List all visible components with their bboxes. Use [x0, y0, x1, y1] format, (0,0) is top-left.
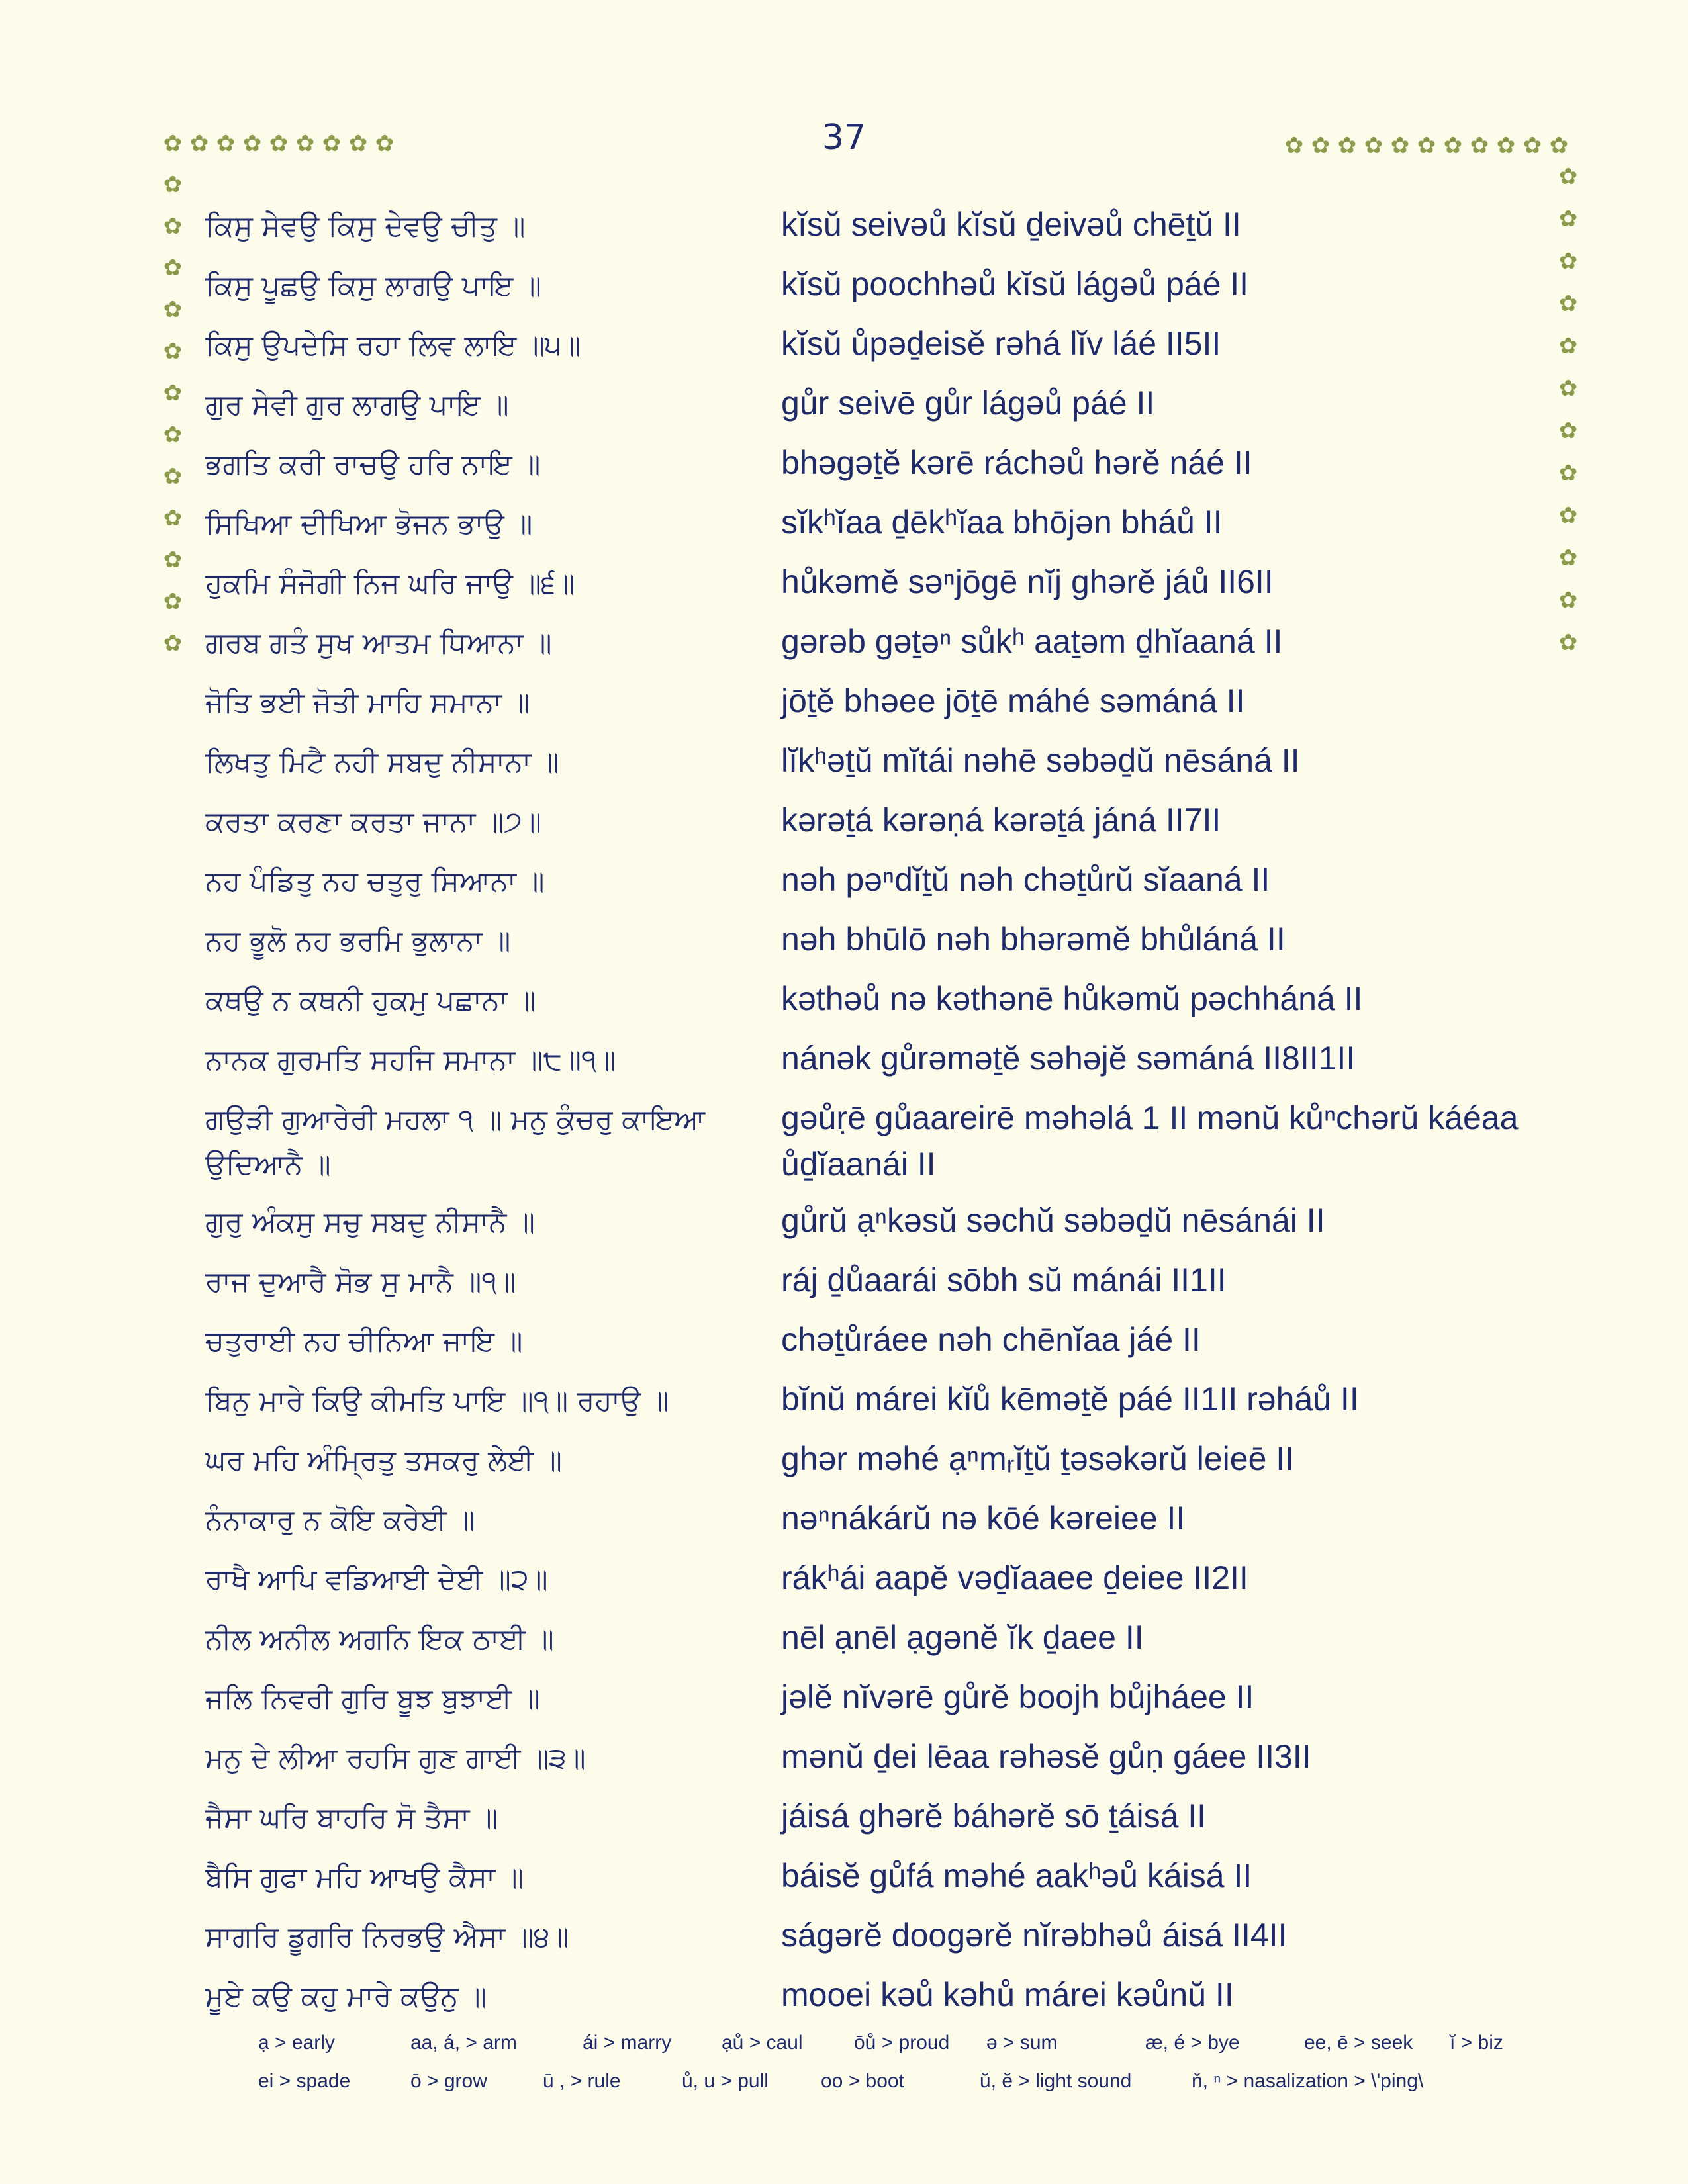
transliteration-text: gərəb gəṯəⁿ sůkʰ aaṯəm ḏhĭaaná II	[781, 623, 1283, 660]
verse-row	[205, 854, 1529, 913]
verse-row	[205, 1552, 1529, 1612]
flower-ornament-icon: ✿	[1558, 333, 1578, 359]
gurmukhi-text: ਜਲਿ ਨਿਵਰੀ ਗੁਰਿ ਬੂਝ ਬੁਝਾਈ ॥	[205, 1682, 540, 1715]
gurmukhi-text: ਰਾਜ ਦੁਆਰੈ ਸੋਭ ਸੁ ਮਾਨੈ ॥੧॥	[205, 1265, 516, 1298]
transliteration-text: jōṯĕ bhəee jōṯē máhé səmáná II	[781, 682, 1245, 719]
gurmukhi-text: ਮਨੁ ਦੇ ਲੀਆ ਰਹਸਿ ਗੁਣ ਗਾਈ ॥੩॥	[205, 1742, 586, 1775]
legend-item: aa, á, > arm	[410, 2032, 517, 2054]
transliteration-text: kĭsŭ ůpəḏeisĕ rəhá lĭv láé II5II	[781, 325, 1221, 362]
transliteration-text: nəh pəⁿdĭṯŭ nəh chəṯůrŭ sĭaaná II	[781, 861, 1270, 898]
gurmukhi-text: ਜੈਸਾ ਘਰਿ ਬਾਹਰਿ ਸੋ ਤੈਸਾ ॥	[205, 1801, 498, 1835]
gurmukhi-text: ਨੰਨਾਕਾਰੁ ਨ ਕੋਇ ਕਰੇਈ ॥	[205, 1504, 475, 1537]
gurmukhi-text: ਰਾਖੈ ਆਪਿ ਵਡਿਆਈ ਦੇਈ ॥੨॥	[205, 1563, 548, 1596]
flower-ornament-icon: ✿	[1284, 132, 1304, 159]
flower-ornament-icon: ✿	[163, 213, 183, 240]
flower-ornament-icon: ✿	[1558, 375, 1578, 402]
transliteration-text: nəⁿnákárŭ nə kōé kəreiee II	[781, 1500, 1186, 1537]
verse-row	[205, 1790, 1529, 1850]
legend-row	[258, 2070, 1516, 2109]
flower-ornament-icon: ✿	[1558, 587, 1578, 614]
transliteration-text: jáisá ghərĕ báhərĕ sō ṯáisá II	[781, 1797, 1207, 1835]
verse-row	[205, 675, 1529, 735]
transliteration-text: jəlĕ nĭvərē gůrĕ boojh bůjháee II	[781, 1678, 1254, 1715]
gurmukhi-text: ਚਤੁਰਾਈ ਨਹ ਚੀਨਿਆ ਜਾਇ ॥	[205, 1325, 523, 1358]
verse-row	[205, 377, 1529, 437]
verse-row	[205, 913, 1529, 973]
legend-item: oo > boot	[821, 2070, 904, 2092]
flower-ornament-icon: ✿	[163, 338, 183, 365]
gurmukhi-text: ਕਥਉ ਨ ਕਥਨੀ ਹੁਕਮੁ ਪਛਾਨਾ ॥	[205, 984, 536, 1017]
flower-ornament-icon: ✿	[163, 630, 183, 657]
flower-ornament-icon: ✿	[163, 130, 183, 157]
flower-ornament-icon: ✿	[163, 380, 183, 406]
legend-item: ōů > proud	[854, 2032, 950, 2054]
verse-row	[205, 1195, 1529, 1254]
transliteration-text: gůr seivē gůr lágəů páé II	[781, 385, 1155, 422]
flower-ornament-icon: ✿	[295, 130, 315, 157]
flower-ornament-icon: ✿	[1558, 206, 1578, 232]
flower-ornament-icon: ✿	[1549, 132, 1569, 159]
verse-row	[205, 496, 1529, 556]
flower-ornament-icon: ✿	[216, 130, 236, 157]
transliteration-text: nánək gůrəməṯĕ səhəjĕ səmáná II8II1II	[781, 1040, 1356, 1077]
gurmukhi-text: ਸਿਖਿਆ ਦੀਖਿਆ ਭੋਜਨ ਭਾਉ ॥	[205, 508, 533, 541]
transliteration-text: mooei kəů kəhů márei kəůnŭ II	[781, 1976, 1234, 2013]
gurmukhi-text: ਜੋਤਿ ਭਈ ਜੋਤੀ ਮਾਹਿ ਸਮਾਨਾ ॥	[205, 686, 530, 719]
gurmukhi-text: ਨੀਲ ਅਨੀਲ ਅਗਨਿ ਇਕ ਠਾਈ ॥	[205, 1623, 554, 1656]
transliteration-text: gəůṛē gůaareirē məhəlá 1 II mənŭ kůⁿchərŭ káéaa ůḏĭaanái II	[781, 1099, 1519, 1183]
transliteration-text: hůkəmĕ səⁿjōgē nĭj ghərĕ jáů II6II	[781, 563, 1274, 600]
legend-item: ạ > early	[258, 2032, 335, 2054]
gurmukhi-text: ਗੁਰੁ ਅੰਕਸੁ ਸਚੁ ਸਬਦੁ ਨੀਸਾਨੈ ॥	[205, 1206, 536, 1239]
gurmukhi-text: ਗੁਰ ਸੇਵੀ ਗੁਰ ਲਾਗਉ ਪਾਇ ॥	[205, 388, 509, 422]
transliteration-text: chəṯůráee nəh chēnĭaa jáé II	[781, 1321, 1201, 1358]
transliteration-text: sĭkʰĭaa ḏēkʰĭaa bhōjən bháů II	[781, 504, 1223, 541]
flower-ornament-icon: ✿	[322, 130, 342, 157]
flower-ornament-icon: ✿	[1390, 132, 1410, 159]
legend-item: ň, ⁿ > nasalization > \'ping\	[1192, 2070, 1424, 2092]
transliteration-text: ghər məhé ạⁿmᵣĭṯŭ ṯəsəkərŭ leieē II	[781, 1440, 1295, 1477]
legend-item: ái > marry	[583, 2032, 672, 2054]
gurmukhi-text: ਸਾਗਰਿ ਡੂਗਰਿ ਨਿਰਭਉ ਐਸਾ ॥੪॥	[205, 1921, 569, 1954]
flower-ornament-icon: ✿	[1337, 132, 1357, 159]
flower-ornament-icon: ✿	[1558, 629, 1578, 656]
gurmukhi-text: ਨਹ ਪੰਡਿਤੁ ਨਹ ਚਤੁਰੁ ਸਿਆਨਾ ॥	[205, 865, 545, 898]
flower-ornament-icon: ✿	[1558, 502, 1578, 529]
verse-row	[205, 556, 1529, 615]
flower-ornament-icon: ✿	[375, 130, 395, 157]
gurmukhi-text: ਬਿਨੁ ਮਾਰੇ ਕਿਉ ਕੀਮਤਿ ਪਾਇ ॥੧॥ ਰਹਾਉ ॥	[205, 1385, 669, 1418]
transliteration-text: bĭnŭ márei kĭů kēməṯĕ páé II1II rəháů II	[781, 1381, 1359, 1418]
verse-row	[205, 973, 1529, 1032]
legend-item: ee, ē > seek	[1304, 2032, 1413, 2054]
verse-row	[205, 1092, 1529, 1195]
flower-ornament-icon: ✿	[1311, 132, 1331, 159]
verse-row	[205, 437, 1529, 496]
flower-ornament-icon: ✿	[1558, 545, 1578, 571]
gurmukhi-text: ਗਰਬ ਗਤੰ ਸੁਖ ਆਤਮ ਧਿਆਨਾ ॥	[205, 627, 552, 660]
transliteration-text: gůrŭ ạⁿkəsŭ səchŭ səbəḏŭ nēsánái II	[781, 1202, 1325, 1239]
flower-ornament-icon: ✿	[1558, 460, 1578, 486]
verse-row	[205, 1433, 1529, 1492]
gurmukhi-text: ਕਿਸੁ ਸੇਵਉ ਕਿਸੁ ਦੇਵਉ ਚੀਤੁ ॥	[205, 210, 526, 243]
verse-row	[205, 1612, 1529, 1671]
legend-item: ů, u > pull	[682, 2070, 769, 2092]
flower-ornament-icon: ✿	[163, 422, 183, 448]
legend-item: æ, é > bye	[1145, 2032, 1240, 2054]
transliteration-text: nēl ạnēl ạgənĕ ĭk ḏaee II	[781, 1619, 1144, 1656]
flower-ornament-icon: ✿	[1496, 132, 1516, 159]
verse-row	[205, 1032, 1529, 1092]
transliteration-text: nəh bhūlō nəh bhərəmĕ bhůláná II	[781, 921, 1286, 958]
verse-row	[205, 794, 1529, 854]
flower-ornament-icon: ✿	[1417, 132, 1436, 159]
gurmukhi-text: ਘਰ ਮਹਿ ਅੰਮ੍ਰਿਤੁ ਤਸਕਰੁ ਲੇਈ ॥	[205, 1444, 562, 1477]
legend-item: ŭ, ĕ > light sound	[980, 2070, 1132, 2092]
gurmukhi-text: ਕਰਤਾ ਕਰਣਾ ਕਰਤਾ ਜਾਨਾ ॥੭॥	[205, 805, 541, 839]
verse-row	[205, 1909, 1529, 1969]
gurmukhi-text: ਲਿਖਤੁ ਮਿਟੈ ਨਹੀ ਸਬਦੁ ਨੀਸਾਨਾ ॥	[205, 746, 559, 779]
transliteration-text: rákʰái aapĕ vəḏĭaaee ḏeiee II2II	[781, 1559, 1248, 1596]
flower-ornament-icon: ✿	[1558, 163, 1578, 190]
flower-ornament-icon: ✿	[163, 296, 183, 323]
gurmukhi-text: ਨਹ ਭੂਲੋ ਨਹ ਭਰਮਿ ਭੁਲਾਨਾ ॥	[205, 925, 511, 958]
gurmukhi-text: ਕਿਸੁ ਉਪਦੇਸਿ ਰਹਾ ਲਿਵ ਲਾਇ ॥੫॥	[205, 329, 581, 362]
flower-ornament-icon: ✿	[348, 130, 368, 157]
transliteration-text: ságərĕ doogərĕ nĭrəbhəů áisá II4II	[781, 1917, 1288, 1954]
legend-item: ạů > caul	[722, 2032, 803, 2054]
flower-ornament-icon: ✿	[1558, 418, 1578, 444]
legend-item: ĭ > biz	[1450, 2032, 1503, 2054]
transliteration-text: bhəgəṯĕ kərē ráchəů hərĕ náé II	[781, 444, 1252, 481]
transliteration-text: kəthəů nə kəthənē hůkəmŭ pəchháná II	[781, 980, 1363, 1017]
flower-ornament-icon: ✿	[163, 547, 183, 573]
gurmukhi-text: ਗਉੜੀ ਗੁਆਰੇਰੀ ਮਹਲਾ ੧ ॥ ਮਨੁ ਕੁੰਚਰੁ ਕਾਇਆ ਉਦਿਆਨੈ ॥	[205, 1103, 705, 1181]
gurmukhi-text: ਨਾਨਕ ਗੁਰਮਤਿ ਸਹਜਿ ਸਮਾਨਾ ॥੮॥੧॥	[205, 1044, 616, 1077]
flower-ornament-icon: ✿	[1443, 132, 1463, 159]
verse-row	[205, 199, 1529, 258]
transliteration-text: báisĕ gůfá məhé aakʰəů káisá II	[781, 1857, 1252, 1894]
flower-ornament-icon: ✿	[1470, 132, 1489, 159]
flower-ornament-icon: ✿	[1364, 132, 1383, 159]
gurmukhi-text: ਹੁਕਮਿ ਸੰਜੋਗੀ ਨਿਜ ਘਰਿ ਜਾਉ ॥੬॥	[205, 567, 575, 600]
verse-row	[205, 1373, 1529, 1433]
transliteration-text: kərəṯá kərəṇá kərəṯá jáná II7II	[781, 801, 1221, 839]
verse-row	[205, 1492, 1529, 1552]
verse-row	[205, 1671, 1529, 1731]
verse-row	[205, 1850, 1529, 1909]
legend-row	[258, 2032, 1516, 2070]
verse-row	[205, 1969, 1529, 2028]
transliteration-text: kĭsŭ seivəů kĭsŭ ḏeivəů chēṯŭ II	[781, 206, 1241, 243]
gurmukhi-text: ਮੂਏ ਕਉ ਕਹੁ ਮਾਰੇ ਕਉਨੁ ॥	[205, 1980, 487, 2013]
verse-row	[205, 1731, 1529, 1790]
flower-ornament-icon: ✿	[163, 505, 183, 531]
transliteration-text: lĭkʰəṯŭ mĭtái nəhē səbəḏŭ nēsáná II	[781, 742, 1300, 779]
flower-ornament-icon: ✿	[163, 588, 183, 615]
verse-row	[205, 615, 1529, 675]
legend-item: ō > grow	[410, 2070, 487, 2092]
legend-item: ū , > rule	[543, 2070, 621, 2092]
verse-row	[205, 735, 1529, 794]
flower-ornament-icon: ✿	[1558, 291, 1578, 317]
gurmukhi-text: ਬੈਸਿ ਗੁਫਾ ਮਹਿ ਆਖਉ ਕੈਸਾ ॥	[205, 1861, 524, 1894]
flower-ornament-icon: ✿	[1523, 132, 1542, 159]
verse-row	[205, 1314, 1529, 1373]
transliteration-text: mənŭ ḏei lēaa rəhəsĕ gůṇ gáee II3II	[781, 1738, 1311, 1775]
pronunciation-legend	[258, 2032, 1516, 2109]
transliteration-text: ráj ḏůaarái sōbh sŭ mánái II1II	[781, 1261, 1227, 1298]
flower-ornament-icon: ✿	[189, 130, 209, 157]
verse-row	[205, 1254, 1529, 1314]
flower-ornament-icon: ✿	[242, 130, 262, 157]
transliteration-text: kĭsŭ poochhəů kĭsŭ lágəů páé II	[781, 265, 1249, 302]
page-number: 37	[821, 118, 867, 158]
flower-ornament-icon: ✿	[1558, 248, 1578, 275]
legend-item: ə > sum	[986, 2032, 1058, 2054]
legend-item: ei > spade	[258, 2070, 351, 2092]
verse-row	[205, 258, 1529, 318]
flower-ornament-icon: ✿	[269, 130, 289, 157]
flower-ornament-icon: ✿	[163, 171, 183, 198]
verse-row	[205, 318, 1529, 377]
verse-list	[205, 199, 1529, 2028]
gurmukhi-text: ਭਗਤਿ ਕਰੀ ਰਾਚਉ ਹਰਿ ਨਾਇ ॥	[205, 448, 541, 481]
flower-ornament-icon: ✿	[163, 463, 183, 490]
gurmukhi-text: ਕਿਸੁ ਪੂਛਉ ਕਿਸੁ ਲਾਗਉ ਪਾਇ ॥	[205, 269, 541, 302]
flower-ornament-icon: ✿	[163, 255, 183, 281]
